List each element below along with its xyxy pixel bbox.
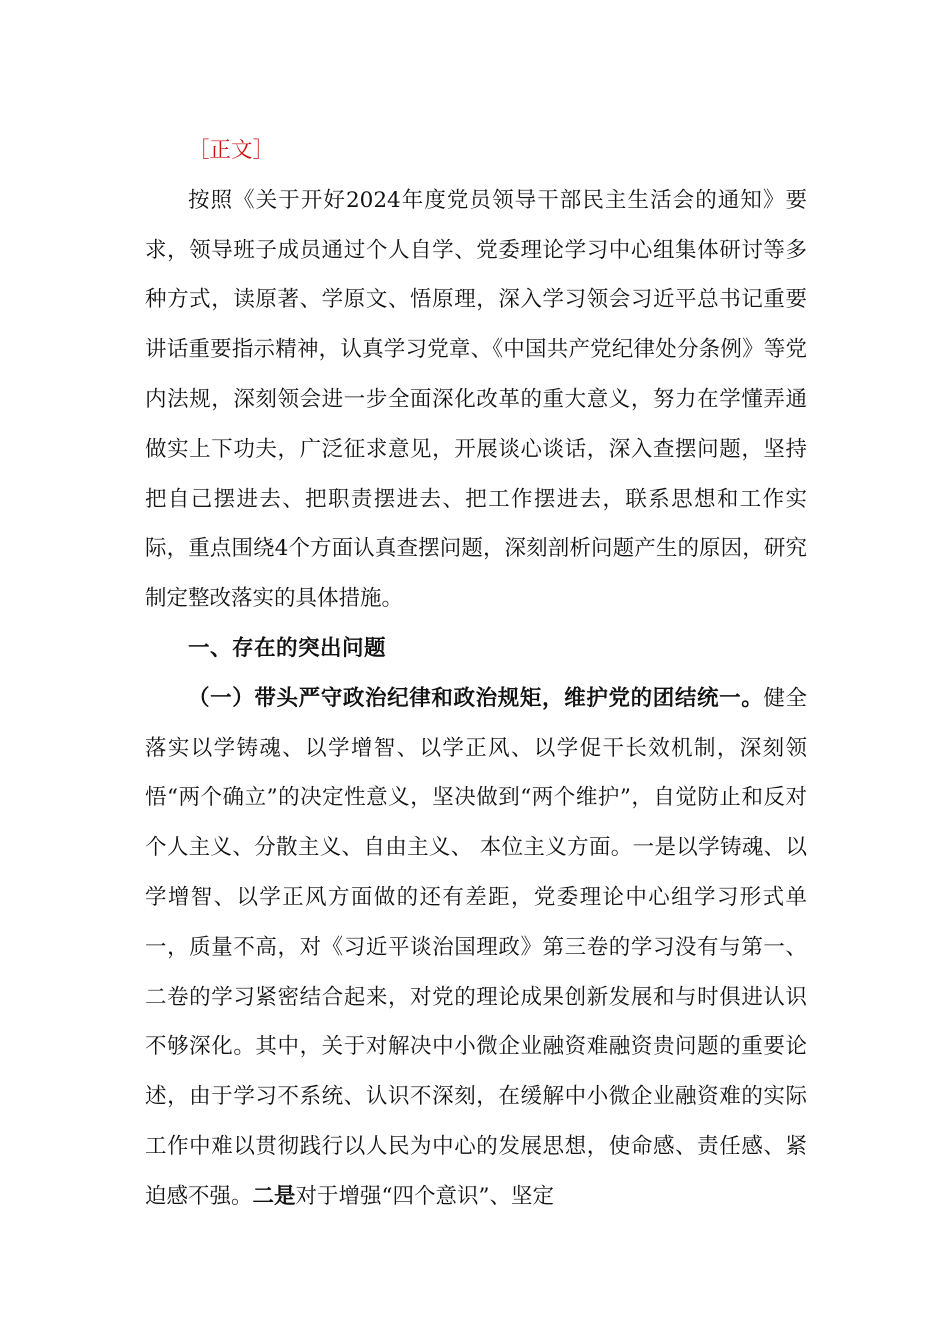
intro-paragraph: 按照《关于开好2024年度党员领导干部民主生活会的通知》要求，领导班子成员通过个人自学、党委理论学习中心组集体研讨等多种方式，读原著、学原文、悟原理，深入学习领会习近平总书记重要讲话重要指示精神，认真学习党章、《中国共产党纪律处分条例》等党内法规，深刻领会进一步全面深化改革的重大意义，努力在学懂弄通做实上下功夫，广泛征求意见，开展谈心谈话，深入查摆问题，坚持把自己摆进去、把职责摆进去、把工作摆进去，联系思想和工作实际，重点围绕4个方面认真查摆问题，深刻剖析问题产生的原因，研究制定整改落实的具体措施。 (145, 187, 807, 612)
body-tag (145, 126, 807, 176)
subsection-paragraph (145, 674, 807, 1222)
second-point-lead: 二是 (252, 1183, 296, 1209)
document-body (145, 126, 807, 1222)
subsection-lead: （一）带头严守政治纪律和政治规矩，维护党的团结统一。 (188, 685, 764, 711)
body-tag-text: ［正文］ (188, 138, 275, 163)
section-heading: 一、存在的突出问题 (188, 635, 387, 661)
subsection-body: 健全落实以学铸魂、以学增智、以学正风、以学促干长效机制，深刻领悟“两个确立”的决定性意义，坚决做到“两个维护”，自觉防止和反对个人主义、分散主义、自由主义、 本位主义方面。一是以学铸魂、以学增智、以学正风方面做的还有差距，党委理论中心组学习形式单一，质量不高，对《习近平谈治国理政》第三卷的学习没有与第一、二卷的学习紧密结合起来，对党的理论成果创新发展和与时俱进认识不够深化。其中，关于对解决中小微企业融资难融资贵问题的重要论述，由于学习不系统、认识不深刻，在缓解中小微企业融资难的实际工作中难以贯彻践行以人民为中心的发展思想，使命感、责任感、紧迫感不强。 (145, 685, 807, 1209)
second-point-body: 对于增强“四个意识”、坚定 (295, 1183, 555, 1209)
